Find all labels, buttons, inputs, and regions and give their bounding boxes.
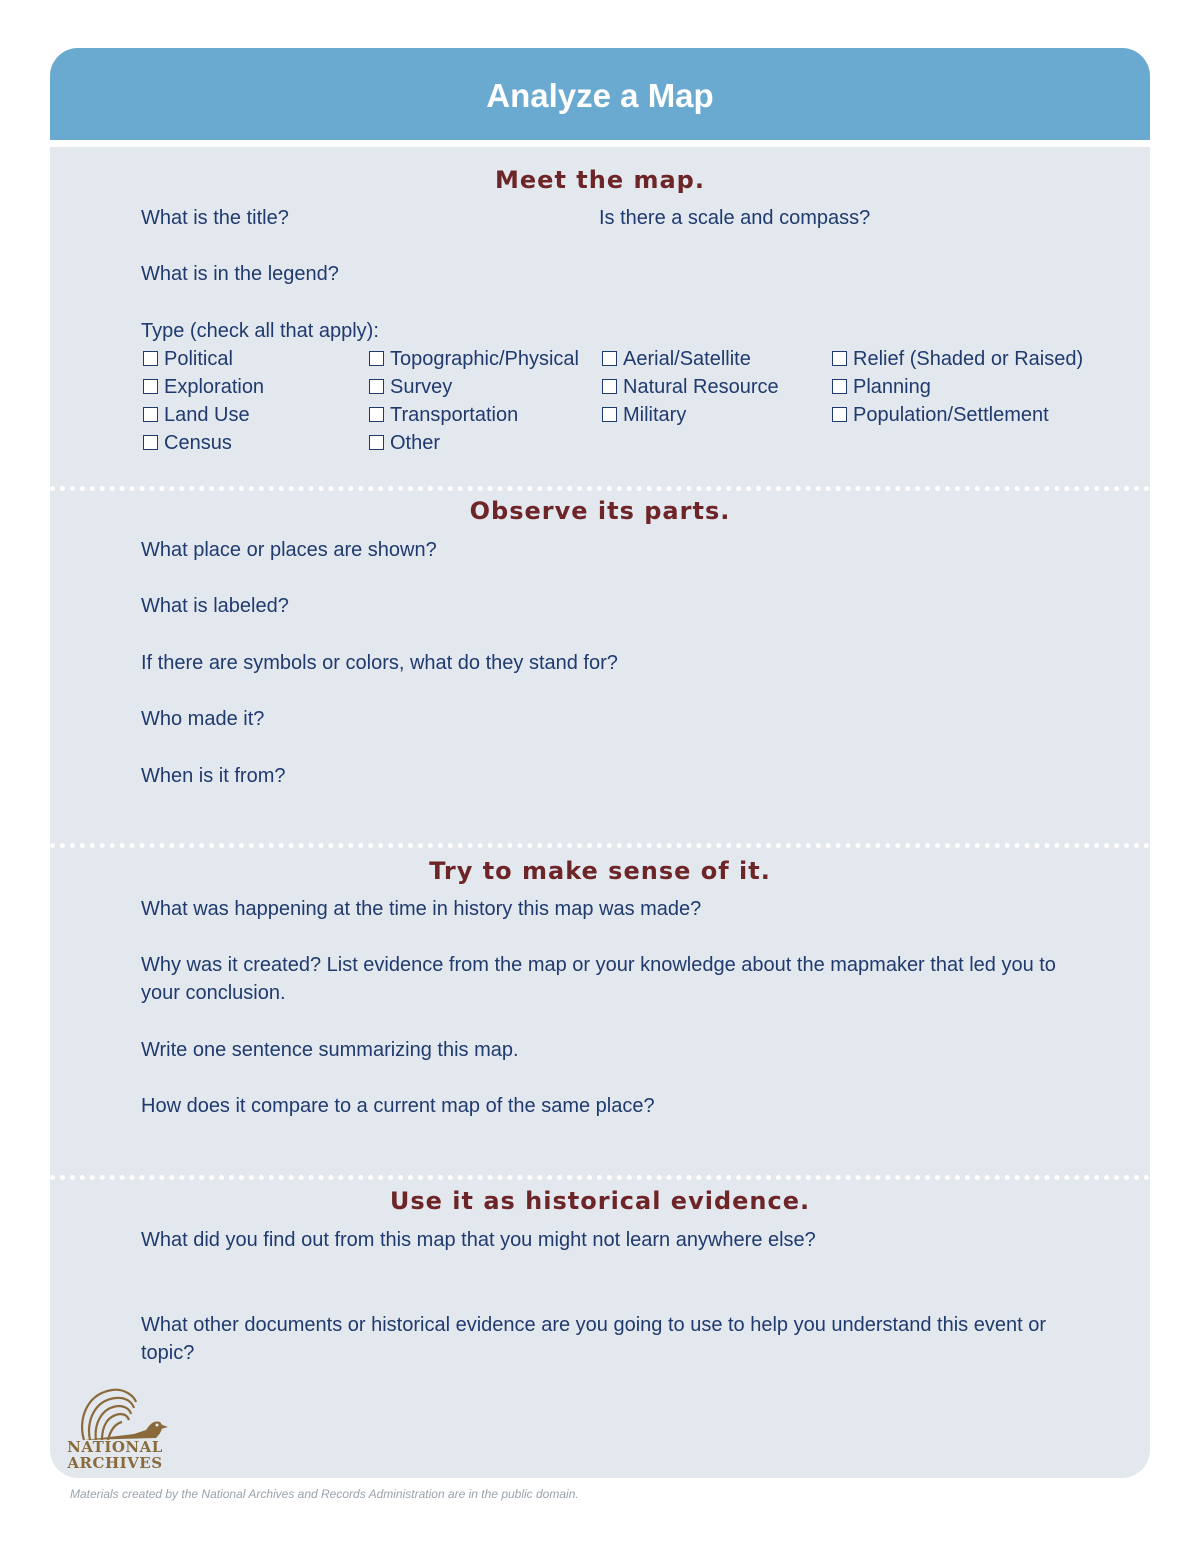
question-labeled: What is labeled? [141,595,289,617]
checkbox[interactable] [602,407,617,422]
type-option-aerial[interactable]: Aerial/Satellite [602,345,751,373]
type-option-planning[interactable]: Planning [832,373,931,401]
checkbox[interactable] [832,407,847,422]
checkbox[interactable] [832,379,847,394]
logo-text-national: NATIONAL [67,1438,163,1456]
type-option-political[interactable]: Political [143,345,233,373]
checkbox[interactable] [602,379,617,394]
checkbox[interactable] [369,435,384,450]
type-option-military[interactable]: Military [602,401,686,429]
checkbox[interactable] [369,351,384,366]
checkbox[interactable] [143,435,158,450]
checkbox[interactable] [602,351,617,366]
section-divider [50,843,1150,848]
section-divider [50,1175,1150,1180]
question-who-made: Who made it? [141,708,265,730]
question-when-from: When is it from? [141,765,286,787]
type-option-exploration[interactable]: Exploration [143,373,264,401]
section-heading-meet: Meet the map. [495,166,705,194]
type-label: Type (check all that apply): [141,320,379,342]
question-symbols-colors: If there are symbols or colors, what do they stand for? [141,652,618,674]
checkbox[interactable] [369,379,384,394]
header-rule [50,140,1150,147]
worksheet-card [50,48,1150,1478]
checkbox[interactable] [143,407,158,422]
type-option-census[interactable]: Census [143,429,232,457]
question-find-out: What did you find out from this map that you might not learn anywhere else? [141,1229,816,1251]
section-heading-evidence: Use it as historical evidence. [389,1187,811,1215]
question-scale-compass: Is there a scale and compass? [599,207,871,229]
section-heading-sense: Try to make sense of it. [429,857,771,885]
question-summarize: Write one sentence summarizing this map. [141,1039,519,1061]
type-option-other[interactable]: Other [369,429,440,457]
footer-note: Materials created by the National Archives and Records Administration are in the public domain. [70,1487,579,1501]
type-option-transportation[interactable]: Transportation [369,401,518,429]
checkbox[interactable] [832,351,847,366]
type-option-natural-resource[interactable]: Natural Resource [602,373,779,401]
question-happening: What was happening at the time in history this map was made? [141,898,702,920]
question-why-created: Why was it created? List evidence from the map or your knowledge about the mapmaker that led you to your conclusion. [141,954,1056,1004]
type-option-relief[interactable]: Relief (Shaded or Raised) [832,345,1083,373]
section-heading-observe: Observe its parts. [469,497,731,525]
section-divider [50,486,1150,491]
page-title: Analyze a Map [486,77,714,114]
question-places-shown: What place or places are shown? [141,539,437,561]
checkbox[interactable] [369,407,384,422]
logo-text-archives: ARCHIVES [67,1454,163,1472]
checkbox[interactable] [143,351,158,366]
type-option-survey[interactable]: Survey [369,373,452,401]
question-title: What is the title? [141,207,289,229]
type-option-land-use[interactable]: Land Use [143,401,250,429]
question-compare: How does it compare to a current map of the same place? [141,1095,655,1117]
type-option-population[interactable]: Population/Settlement [832,401,1049,429]
question-legend: What is in the legend? [141,263,339,285]
type-option-topographic[interactable]: Topographic/Physical [369,345,579,373]
checkbox[interactable] [143,379,158,394]
question-other-documents: What other documents or historical evidence are you going to use to help you understand this event or topic? [141,1314,1046,1364]
